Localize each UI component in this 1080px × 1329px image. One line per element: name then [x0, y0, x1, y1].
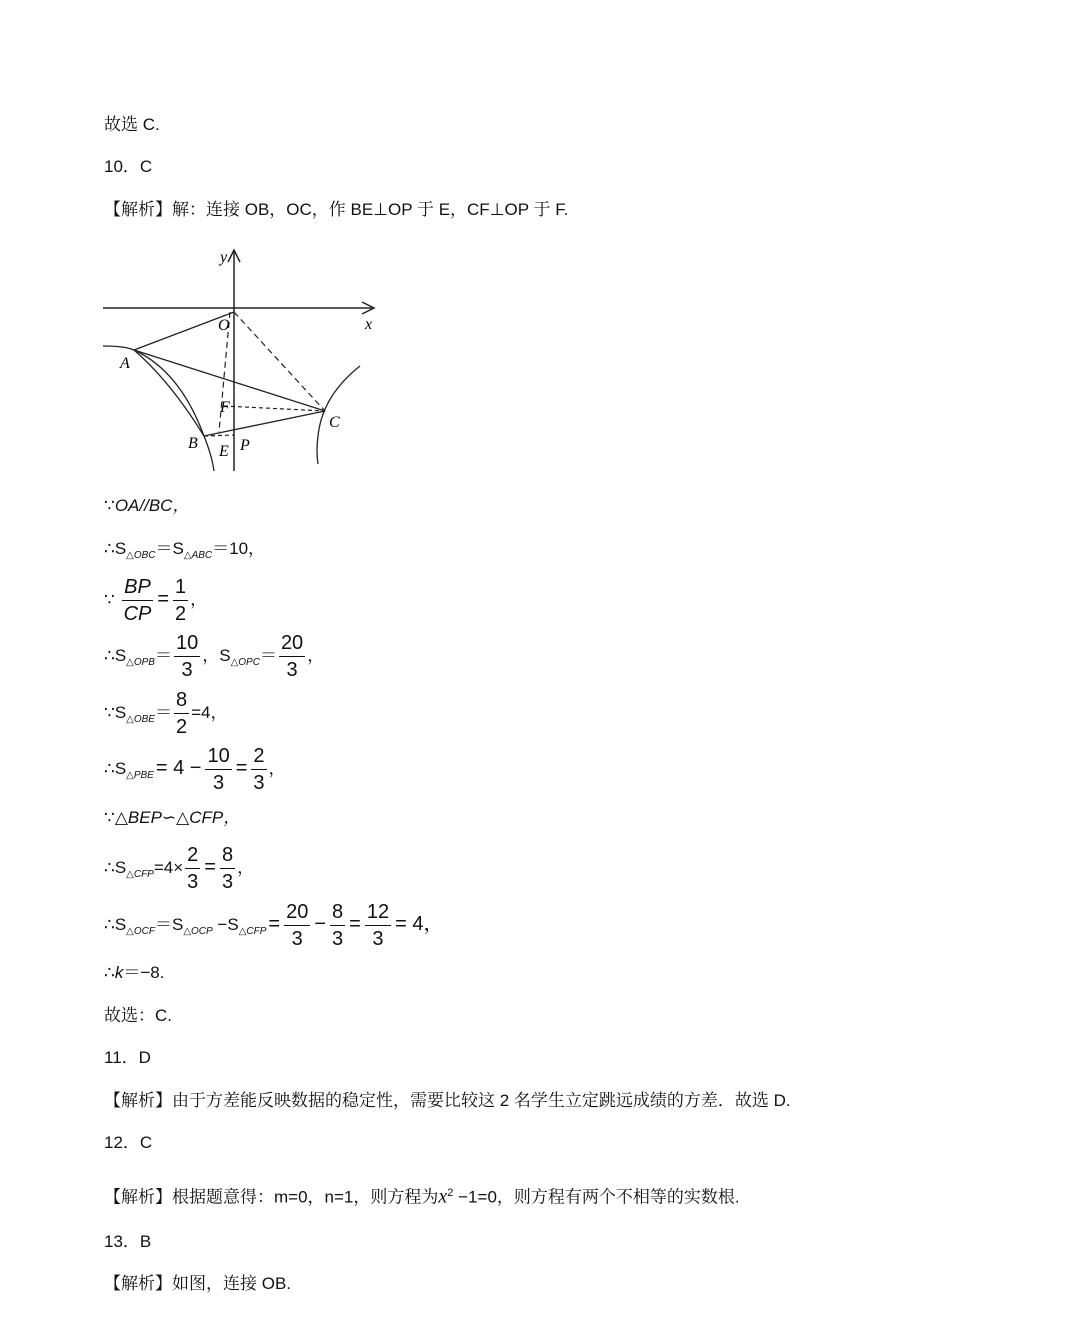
- fraction: $\frac{2}{3}$: [187, 844, 199, 893]
- text-line: 故选：C.: [104, 1006, 172, 1025]
- question-number: 11．D: [104, 1048, 151, 1067]
- label-a: A: [120, 355, 130, 372]
- math-line: $\therefore S_{\triangle CFP}=4\times$ $\frac{2}{3}$ = $\frac{8}{3}$ ，: [104, 844, 255, 893]
- question-number: 10．C: [104, 157, 153, 176]
- fraction: $\frac{8}{2}$: [175, 689, 188, 738]
- text-line: 故选 C.: [104, 115, 160, 134]
- fraction: $\frac{20}{3}$: [286, 901, 309, 950]
- fraction: $\frac{1}{2}$: [175, 576, 187, 625]
- label-o: O: [218, 317, 230, 334]
- fraction: $\frac{BP}{CP}$: [123, 576, 152, 625]
- fraction: $\frac{10}{3}$: [207, 745, 230, 794]
- fraction: $\frac{20}{3}$: [280, 632, 304, 681]
- label-p: P: [240, 437, 250, 454]
- math-line: $\therefore S_{\triangle OCF}=S_{\triangle OCP} -S_{\triangle CFP}$ = $\frac{20}{3}$ − $\frac{8}{3}$ = $\frac{12}{3}$ = 4，: [104, 901, 444, 950]
- analysis-tag: 【解析】: [104, 1274, 172, 1293]
- text-line: ∵△BEP∽△CFP，: [104, 808, 241, 827]
- math-line: $\therefore S_{\triangle PBE} = 4$ − $\frac{10}{3}$ = $\frac{2}{3}$ ，: [104, 745, 286, 794]
- fraction: $\frac{8}{3}$: [332, 901, 344, 950]
- label-x: x: [365, 316, 373, 333]
- math-line: ∵ $\frac{BP}{CP}$ = $\frac{1}{2}$ ，: [104, 576, 208, 625]
- text-line: ∴k＝−8.: [104, 963, 165, 982]
- label-b: B: [188, 435, 198, 452]
- fraction: $\frac{12}{3}$: [366, 901, 390, 950]
- analysis-line: 【解析】如图，连接 OB.: [104, 1274, 292, 1293]
- label-y: y: [220, 249, 228, 266]
- question-number: 12．C: [104, 1133, 153, 1152]
- fraction: $\frac{8}{3}$: [221, 844, 234, 893]
- question-number: 13．B: [104, 1232, 152, 1251]
- fraction: $\frac{2}{3}$: [253, 745, 265, 794]
- math-line: $\therefore S_{\triangle OPB}=$ $\frac{10}{3}$ ，$S_{\triangle OPC}=$ $\frac{20}{3}$ ，: [104, 632, 325, 681]
- geometry-diagram: [100, 246, 380, 476]
- fraction: $\frac{10}{3}$: [175, 632, 199, 681]
- analysis-tag: 【解析】: [104, 1091, 172, 1110]
- analysis-tag: 【解析】: [104, 200, 172, 219]
- math-line: $\because S_{\triangle OBE}=$ $\frac{8}{2}$ =4，: [104, 689, 228, 738]
- analysis-line: 【解析】由于方差能反映数据的稳定性，需要比较这 2 名学生立定跳远成绩的方差．故选 D.: [104, 1091, 791, 1110]
- label-c: C: [329, 414, 340, 431]
- math-line: $\therefore S_{\triangle OBC}=S_{\triangle ABC}=10$，: [104, 539, 266, 561]
- analysis-line: 【解析】根据题意得：m=0，n=1，则方程为$x^2 -1=0$，则方程有两个不相等的实数根.: [104, 1185, 740, 1208]
- label-e: E: [219, 443, 229, 460]
- analysis-tag: 【解析】: [104, 1187, 172, 1207]
- text-line: ∵OA//BC，: [104, 496, 190, 515]
- label-f: F: [220, 399, 230, 416]
- analysis-line: 【解析】解：连接 OB，OC，作 BE⊥OP 于 E，CF⊥OP 于 F.: [104, 200, 569, 219]
